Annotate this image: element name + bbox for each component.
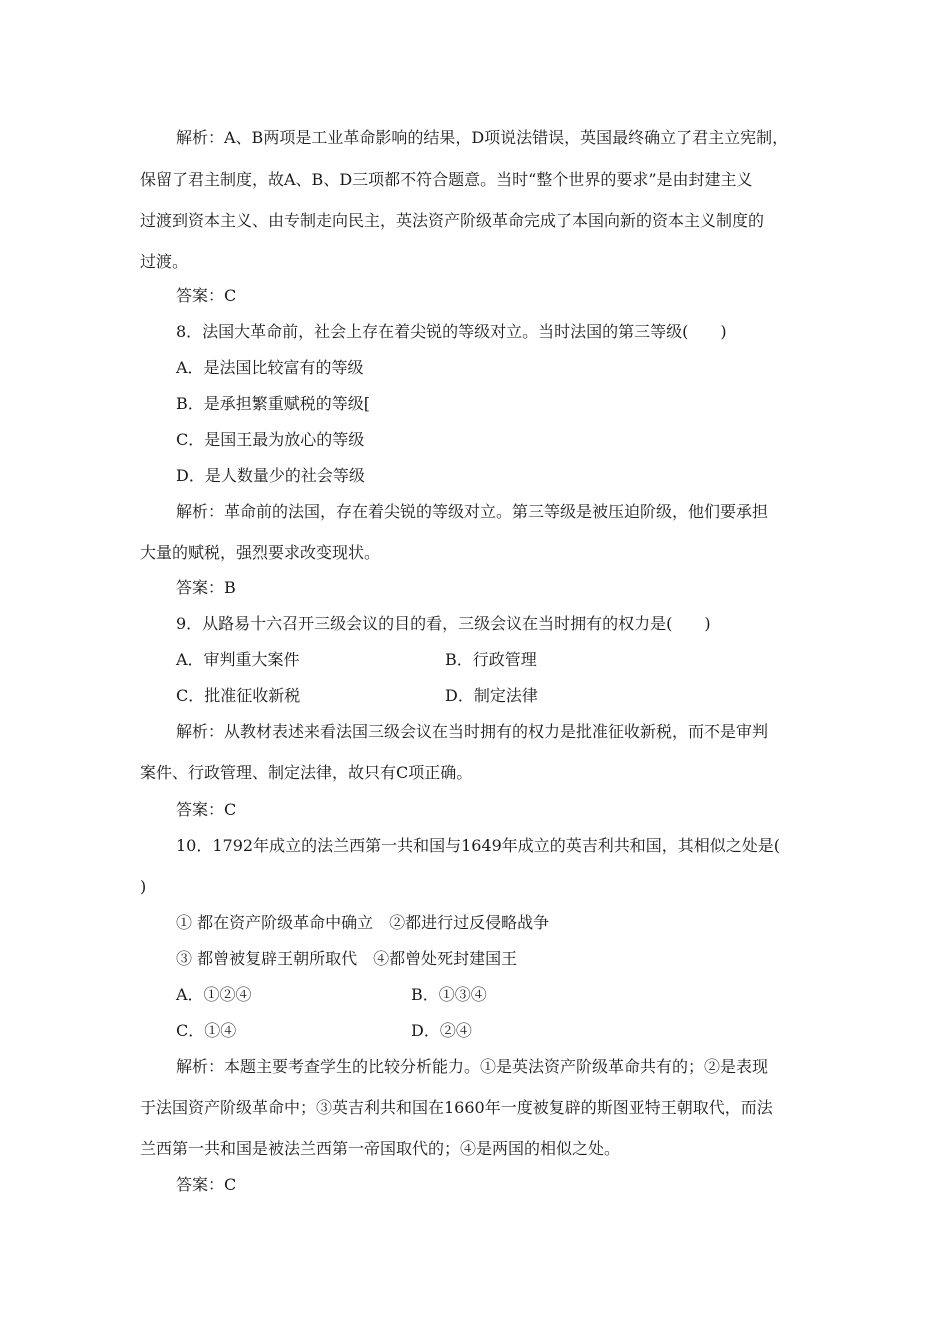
q9-analysis-line-2: 案件、行政管理、制定法律，故只有C项正确。 (140, 763, 473, 782)
q7-analysis-line-4: 过渡。 (140, 252, 189, 271)
q10-analysis-line-2: 于法国资产阶级革命中；③英吉利共和国在1660年一度被复辟的斯图亚特王朝取代，而法 (140, 1098, 773, 1117)
q9-option-b: B．行政管理 (445, 650, 537, 669)
q10-option-d: D．②④ (411, 1021, 472, 1040)
q10-stem-line-2: ) (140, 877, 147, 896)
q8-option-c: C．是国王最为放心的等级 (176, 430, 365, 449)
q9-option-c: C．批准征收新税 (176, 686, 301, 705)
q7-answer: 答案：C (176, 286, 237, 305)
q7-analysis-line-3: 过渡到资本主义、由专制走向民主，英法资产阶级革命完成了本国向新的资本主义制度的 (140, 211, 765, 230)
q8-analysis-line-1: 解析：革命前的法国，存在着尖锐的等级对立。第三等级是被压迫阶级，他们要承担 (176, 502, 769, 521)
q10-answer: 答案：C (176, 1175, 237, 1194)
q9-option-d: D．制定法律 (445, 686, 538, 705)
q8-option-d: D．是人数量少的社会等级 (176, 466, 365, 485)
q9-analysis-line-1: 解析：从教材表述来看法国三级会议在当时拥有的权力是批准征收新税，而不是审判 (176, 722, 769, 741)
q9-stem: 9．从路易十六召开三级会议的目的看，三级会议在当时拥有的权力是( ) (176, 614, 711, 633)
q7-analysis-line-1: 解析：A、B两项是工业革命影响的结果，D项说法错误，英国最终确立了君主立宪制， (176, 128, 789, 147)
q8-answer: 答案：B (176, 578, 236, 597)
q8-stem: 8．法国大革命前，社会上存在着尖锐的等级对立。当时法国的第三等级( ) (176, 322, 727, 341)
q9-answer: 答案：C (176, 800, 237, 819)
q7-analysis-line-2: 保留了君主制度，故A、B、D三项都不符合题意。当时“整个世界的要求”是由封建主义 (140, 170, 753, 189)
q10-stem-line-1: 10．1792年成立的法兰西第一共和国与1649年成立的英吉利共和国，其相似之处是( (176, 836, 781, 855)
q10-items-line-1: ① 都在资产阶级革命中确立 ②都进行过反侵略战争 (176, 913, 550, 932)
q8-analysis-line-2: 大量的赋税，强烈要求改变现状。 (140, 543, 381, 562)
q10-option-b: B．①③④ (411, 985, 487, 1004)
q10-option-c: C．①④ (176, 1021, 237, 1040)
q10-analysis-line-1: 解析：本题主要考查学生的比较分析能力。①是英法资产阶级革命共有的；②是表现 (176, 1057, 769, 1076)
q10-analysis-line-3: 兰西第一共和国是被法兰西第一帝国取代的；④是两国的相似之处。 (140, 1139, 621, 1158)
q8-option-a: A．是法国比较富有的等级 (176, 358, 364, 377)
q8-option-b: B．是承担繁重赋税的等级[ (176, 394, 371, 413)
q10-option-a: A．①②④ (176, 985, 252, 1004)
q9-option-a: A．审判重大案件 (176, 650, 300, 669)
q10-items-line-2: ③ 都曾被复辟王朝所取代 ④都曾处死封建国王 (176, 949, 518, 968)
